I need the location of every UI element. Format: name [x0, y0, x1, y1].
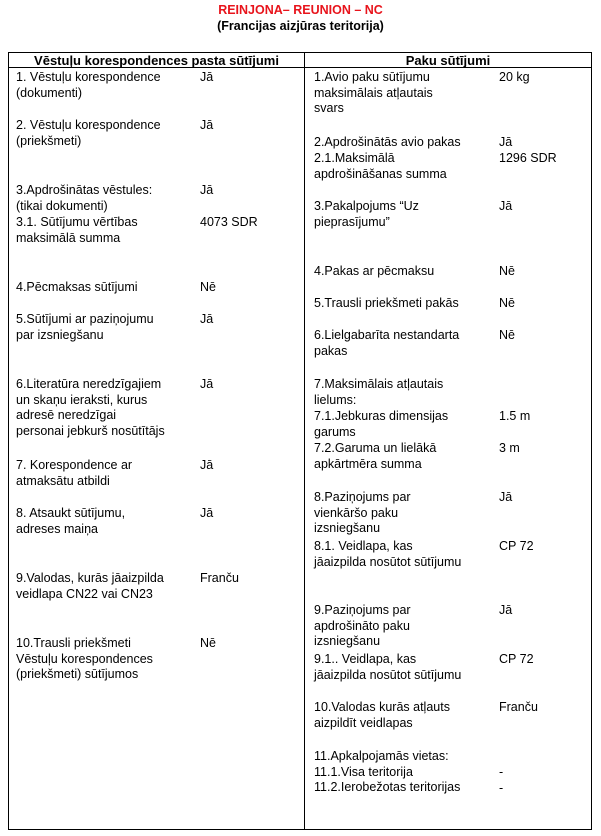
right-row-value: Jā [499, 490, 513, 504]
right-row-label: 2.1.Maksimālā apdrošināšanas summa [314, 151, 447, 181]
table-right-border [591, 52, 592, 830]
right-row-value: CP 72 [499, 539, 534, 553]
right-row-value: Nē [499, 296, 515, 310]
right-row-value: 1.5 m [499, 409, 531, 423]
left-row-label: 10.Trausli priekšmeti Vēstuļu korespondences (priekšmeti) sūtījumos [16, 636, 153, 681]
right-row-value: 20 kg [499, 70, 530, 84]
left-row-value: Nē [200, 280, 216, 294]
right-row-value: Nē [499, 264, 515, 278]
right-row-label: 4.Pakas ar pēcmaksu [314, 264, 435, 278]
left-row-label: 6.Literatūra neredzīgajiem un skaņu ieraksti, kurus adresē neredzīgai personai jebkurš nosūtītājs [16, 377, 165, 438]
right-row-value: Jā [499, 199, 513, 213]
left-row-value: Franču [200, 571, 239, 585]
left-row-value: Jā [200, 506, 214, 520]
right-row-value: 1296 SDR [499, 151, 557, 165]
left-row-label: 2. Vēstuļu korespondence (priekšmeti) [16, 118, 161, 148]
right-row-label: 8.Paziņojums par vienkāršo paku izsniegšanu [314, 490, 411, 535]
left-row-value: Jā [200, 118, 214, 132]
right-row-value: CP 72 [499, 652, 534, 666]
left-row-label: 9.Valodas, kurās jāaizpilda veidlapa CN22 vai CN23 [16, 571, 164, 601]
right-row-label: 7.1.Jebkuras dimensijas garums [314, 409, 449, 439]
right-row-label: 5.Trausli priekšmeti pakās [314, 296, 459, 310]
table-left-border [8, 52, 9, 830]
right-column-header: Paku sūtījumi [405, 53, 491, 68]
right-row-value: Jā [499, 135, 513, 149]
right-row-label: 7.Maksimālais atļautais lielums: [314, 377, 444, 407]
table-bottom-border [8, 829, 592, 830]
left-row-value: Jā [200, 183, 214, 197]
left-row-value: Jā [200, 458, 214, 472]
left-row-value: Jā [200, 312, 214, 326]
right-row-label: 8.1. Veidlapa, kas jāaizpilda nosūtot sūtījumu [314, 539, 462, 569]
right-row-label: 10.Valodas kurās atļauts aizpildīt veidlapas [314, 700, 450, 730]
right-row-value: Jā [499, 603, 513, 617]
left-row-label: 7. Korespondence ar atmaksātu atbildi [16, 458, 133, 488]
right-row-value: - - [499, 765, 504, 795]
left-row-value: Jā [200, 70, 214, 84]
table-middle-border [304, 52, 305, 830]
right-row-label: 2.Apdrošinātās avio pakas [314, 135, 461, 149]
left-row-label: 5.Sūtījumi ar paziņojumu par izsniegšanu [16, 312, 154, 342]
left-row-value: Nē [200, 636, 216, 650]
left-row-value: Jā [200, 377, 214, 391]
right-row-value: Franču [499, 700, 538, 714]
right-row-label: 3.Pakalpojums “Uz pieprasījumu” [314, 199, 419, 229]
left-row-label: 1. Vēstuļu korespondence (dokumenti) [16, 70, 161, 100]
left-row-label: 8. Atsaukt sūtījumu, adreses maiņa [16, 506, 126, 536]
right-row-value: Nē [499, 328, 515, 342]
document-subtitle: (Francijas aizjūras teritorija) [217, 19, 384, 33]
right-row-label: 9.Paziņojums par apdrošināto paku izsniegšanu [314, 603, 411, 648]
right-row-label: 7.2.Garuma un lielākā apkārtmēra summa [314, 441, 437, 471]
left-row-label: 3.Apdrošinātas vēstules: (tikai dokumenti) [16, 183, 153, 213]
left-row-label: 4.Pēcmaksas sūtījumi [16, 280, 138, 294]
right-row-label: 9.1.. Veidlapa, kas jāaizpilda nosūtot sūtījumu [314, 652, 462, 682]
right-row-label: 6.Lielgabarīta nestandarta pakas [314, 328, 460, 358]
document-title: REINJONA– REUNION – NC [218, 3, 383, 17]
right-row-value: 3 m [499, 441, 520, 455]
left-row-label: 3.1. Sūtījumu vērtības maksimālā summa [16, 215, 138, 245]
right-row-label: 11.Apkalpojamās vietas: 11.1.Visa teritorija 11.2.Ierobežotas teritorijas [314, 749, 461, 794]
left-column-header: Vēstuļu korespondences pasta sūtījumi [34, 53, 279, 68]
right-row-label: 1.Avio paku sūtījumu maksimālais atļautais svars [314, 70, 433, 115]
left-row-value: 4073 SDR [200, 215, 258, 229]
